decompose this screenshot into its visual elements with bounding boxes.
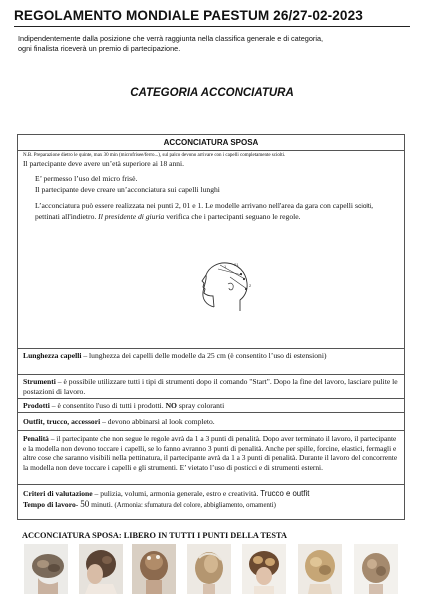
points-text-d: Il presidente di giuria: [98, 212, 165, 221]
points-text-a: L’acconciatura può essere realizzata nei punti 2, 01 e 1. Le modelle arrivano nell'area da gara con capelli: [35, 201, 355, 210]
rules-box: [17, 134, 405, 520]
section-general: [18, 151, 404, 349]
time-value: 50: [80, 499, 90, 509]
long-hair-rule: [23, 185, 399, 195]
page-title: REGOLAMENTO MONDIALE PAESTUM 26/27-02-2023: [14, 8, 363, 23]
criteria-text: – pulizia, volumi, armonia generale, estro e creatività.: [92, 489, 261, 498]
bridal-hair-photo-5: [242, 544, 286, 594]
outfit-text: – devono abbinarsi al look completo.: [100, 417, 215, 426]
point-dot-2: [245, 288, 247, 290]
category-title: CATEGORIA ACCONCIATURA: [130, 87, 294, 99]
time-label: Tempo di lavoro: [23, 500, 76, 509]
bridal-hair-photo-6: [298, 544, 342, 594]
row-criteria: [18, 485, 404, 521]
bridal-hair-photo-3: [132, 544, 176, 594]
point-label-01: 01: [234, 262, 239, 267]
rules-box-title: ACCONCIATURA SPOSA: [18, 135, 404, 151]
microfrise-text: E’ permesso l’uso del micro frisè.: [35, 174, 138, 183]
points-text-e: verifica che i partecipanti seguano le regole.: [164, 212, 301, 221]
bridal-hair-photo-4: [187, 544, 231, 594]
row-outfit: [18, 413, 404, 431]
penalty-label: Penalità: [23, 434, 49, 443]
head-diagram: [194, 259, 256, 317]
bridal-hair-photo-7: [354, 544, 398, 594]
point-dot-1: [240, 273, 242, 275]
title-underline: [14, 26, 410, 27]
zone-line-1: [218, 269, 242, 275]
intro-line-1: Indipendentemente dalla posizione che verrà raggiunta nella classifica generale e di categoria,: [18, 34, 324, 43]
products-text-2: spray coloranti: [176, 401, 225, 410]
row-penalty: [18, 431, 404, 485]
ear-mark: [228, 283, 233, 290]
criteria-label: Criteri di valutazione: [23, 489, 93, 498]
point-label-1: 1: [224, 264, 227, 269]
point-dot-01: [243, 278, 245, 280]
tools-label: Strumenti: [23, 377, 56, 386]
time-line: [23, 499, 399, 511]
face-profile: [202, 275, 214, 307]
products-text: – è consentito l'uso di tutti i prodotti.: [49, 401, 166, 410]
criteria-line: [23, 489, 399, 499]
age-rule: Il partecipante deve avere un’età superiore ai 18 anni.: [23, 159, 184, 168]
intro-line-2: ogni finalista riceverà un premio di partecipazione.: [18, 44, 181, 53]
row-products: [18, 399, 404, 413]
photo-strip: [24, 544, 398, 594]
hair-length-text: – lunghezza dei capelli delle modelle da 25 cm (è consentito l’uso di estensioni): [81, 351, 327, 360]
products-label: Prodotti: [23, 401, 50, 410]
nb-note: N.B. Preparazione dietro le quinte, max 30 min (microfrisee/ferro...), sul palco devono arrivare con i capelli completamente sciolti.: [23, 153, 286, 158]
outfit-label: Outfit, trucco, accessori: [23, 417, 101, 426]
bridal-hair-photo-1: [24, 544, 68, 594]
criteria-text-2: Trucco e outfit: [260, 489, 310, 498]
tools-text: – è possibile utilizzare tutti i tipi di strumenti dopo il comando "Start". Dopo la fine del lavoro, lasciare pulite le postazioni di lavoro.: [23, 377, 398, 396]
points-text-b: sciolti: [354, 203, 372, 210]
bridal-hair-photo-2: [79, 544, 123, 594]
products-no: NO: [165, 401, 177, 410]
points-rule: [23, 201, 399, 222]
penalty-text: – il partecipante che non segue le regole avrà da 1 a 3 punti di penalità. Dopo aver terminato il lavoro, il partecipante e la modella non devono toccare i capelli, se lo fanno avranno 3 punti di penalità. Anche per spille, forcine, elastici, fermagli e altre cose che saranno visibili nella pettinatura, il partecipante avrà da 1 a 3 punti di penalità. Durante il lavoro del concorrente la modella non deve toccare i capelli e gli strumenti. E’ vietato l’uso di posticci e di strumenti esterni.: [23, 434, 398, 472]
points-text-c: , pettinati all'indietro.: [35, 201, 374, 221]
intro-text: [18, 34, 414, 54]
hair-length-label: Lunghezza capelli: [23, 351, 82, 360]
microfrise-rule: [23, 174, 399, 184]
bottom-heading: ACCONCIATURA SPOSA: LIBERO IN TUTTI I PUNTI DELLA TESTA: [22, 531, 287, 540]
time-unit: minuti.: [89, 500, 113, 509]
point-label-2: 2: [249, 283, 252, 288]
long-hair-text: Il partecipante deve creare un’acconciatura sui capelli lunghi: [35, 185, 220, 194]
time-dash: -: [75, 500, 81, 509]
time-note: (Armonia: sfumatura del colore, abbigliamento, ornamenti): [112, 502, 276, 509]
row-hair-length: [18, 349, 404, 375]
row-tools: [18, 375, 404, 399]
head-outline: [203, 263, 247, 311]
